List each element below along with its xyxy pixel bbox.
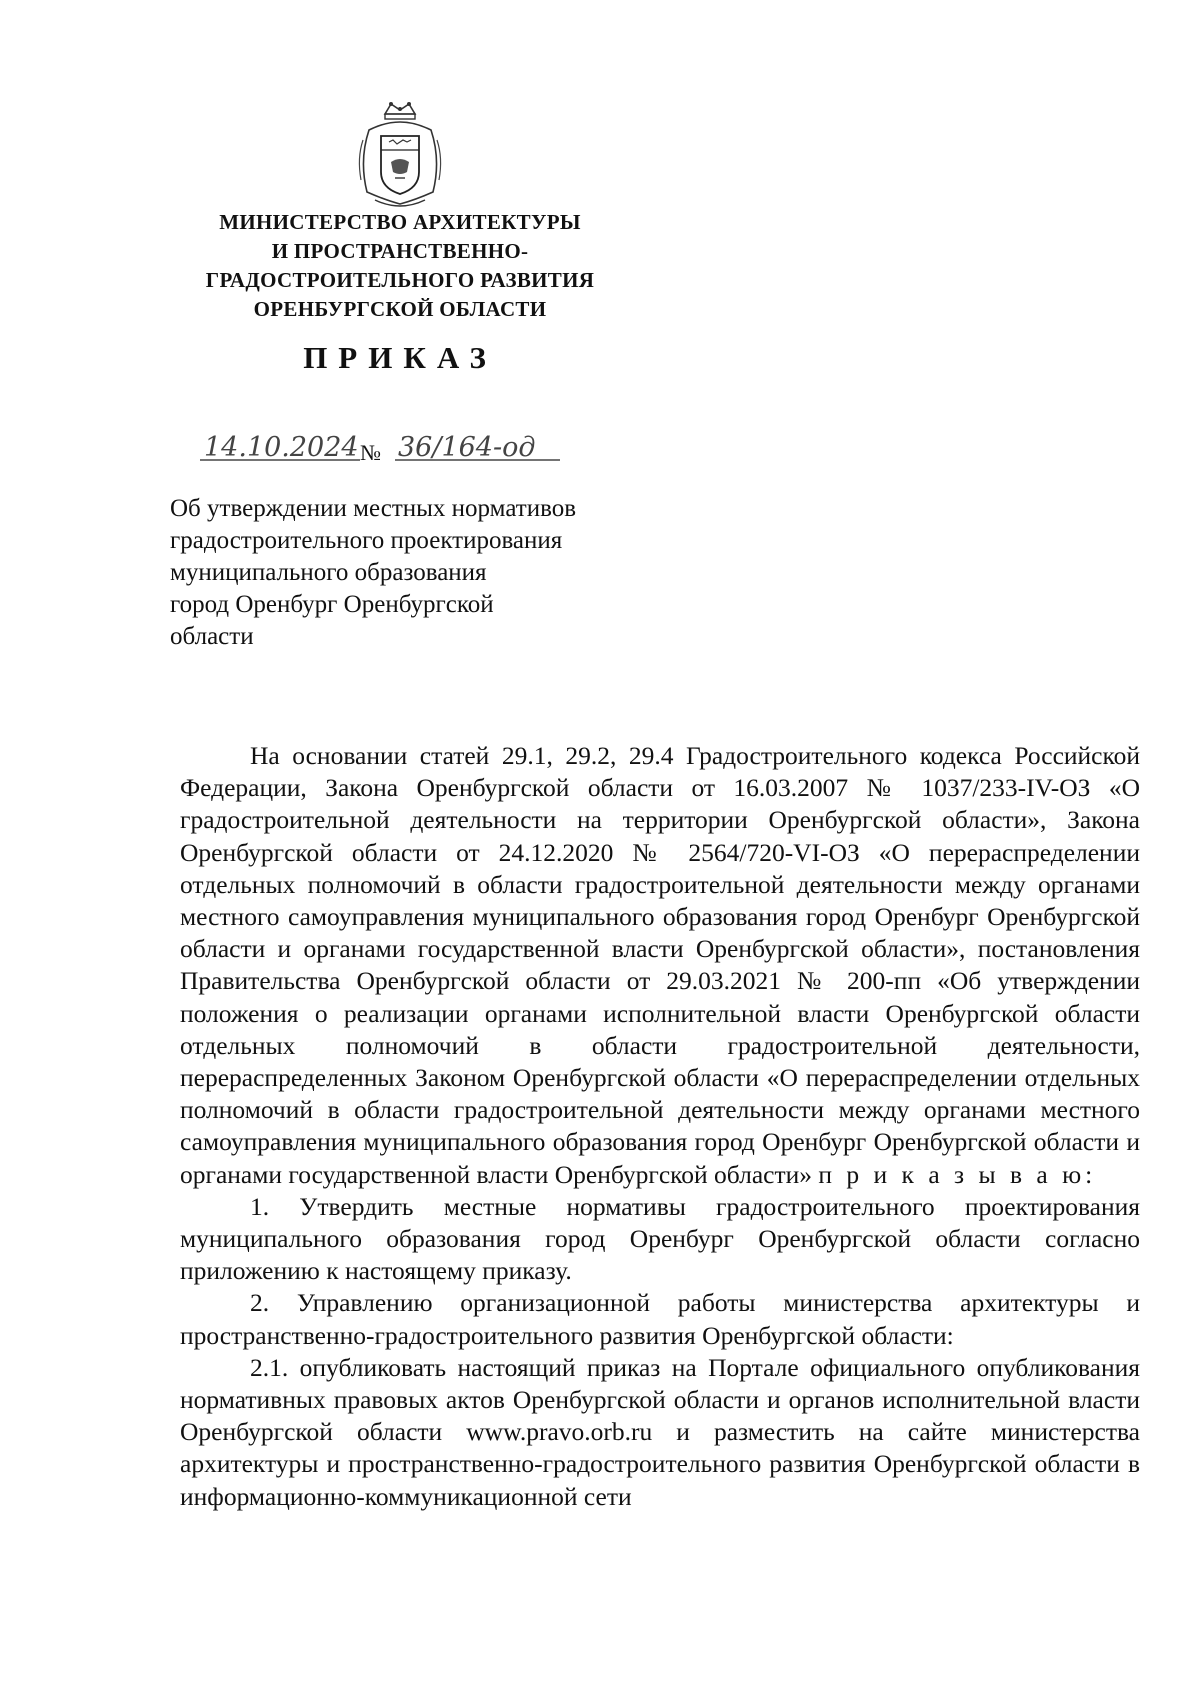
ministry-name-line: ГРАДОСТРОИТЕЛЬНОГО РАЗВИТИЯ — [205, 268, 595, 292]
subject-line: градостроительного проектирования — [170, 527, 563, 554]
order-word: п р и к а з ы в а ю: — [818, 1159, 1097, 1189]
preamble-paragraph — [180, 740, 1140, 1191]
subject-line: город Оренбург Оренбургской — [170, 591, 494, 618]
ministry-name-line: МИНИСТЕРСТВО АРХИТЕКТУРЫ — [219, 210, 581, 234]
ministry-name-line: И ПРОСТРАНСТВЕННО- — [271, 239, 529, 263]
order-number: 36/164-од — [398, 432, 536, 463]
order-date: 14.10.2024 — [204, 432, 359, 463]
registration-line — [200, 430, 600, 490]
order-subject — [170, 493, 690, 653]
subject-line: муниципального образования — [170, 559, 487, 586]
document-type-title: ПРИКАЗ — [303, 340, 497, 375]
ministry-name-line: ОРЕНБУРГСКОЙ ОБЛАСТИ — [253, 297, 547, 321]
subject-line: Об утверждении местных нормативов — [170, 495, 577, 522]
number-sign: № — [360, 440, 381, 465]
preamble-text: На основании статей 29.1, 29.2, 29.4 Градостроительного кодекса Российской Федерации, Закона Оренбургской области от 16.03.2007 № 1037/233-IV-ОЗ «О градостроительной деятельности на территории Оренбургской области», Закона Оренбургской области от 24.12.2020 № 2564/720-VI-ОЗ «О перераспределении отдельных полномочий в области градостроительной деятельности между органами местного самоуправления муниципального образования город Оренбург Оренбургской области и органами государственной власти Оренбургской области», постановления Правительства Оренбургской области от 29.03.2021 № 200-пп «Об утверждении положения о реализации органами исполнительной власти Оренбургской области отдельных полномочий в области градостроительной деятельности, перераспределенных Законом Оренбургской области «О перераспределении отдельных полномочий в области градостроительной деятельности между органами местного самоуправления муниципального образования город Оренбург Оренбургской области и органами государственной власти Оренбургской области» — [180, 741, 1140, 1189]
order-body — [180, 740, 1140, 1513]
ministry-name — [160, 208, 640, 324]
order-item-2-1: 2.1. опубликовать настоящий приказ на Портале официального опубликования нормативных правовых актов Оренбургской области и органов исполнительной власти Оренбургской области www.pravo.orb.ru и разместить на сайте министерства архитектуры и пространственно-градостроительного развития Оренбургской области в информационно-коммуникационной сети — [180, 1352, 1140, 1511]
subject-line: области — [170, 623, 254, 650]
coat-of-arms-icon — [355, 100, 445, 212]
order-item-2: 2. Управлению организационной работы министерства архитектуры и пространственно-градостроительного развития Оренбургской области: — [180, 1288, 1140, 1350]
order-item-1: 1. Утвердить местные нормативы градостроительного проектирования муниципального образования город Оренбург Оренбургской области согласно приложению к настоящему приказу. — [180, 1191, 1140, 1286]
